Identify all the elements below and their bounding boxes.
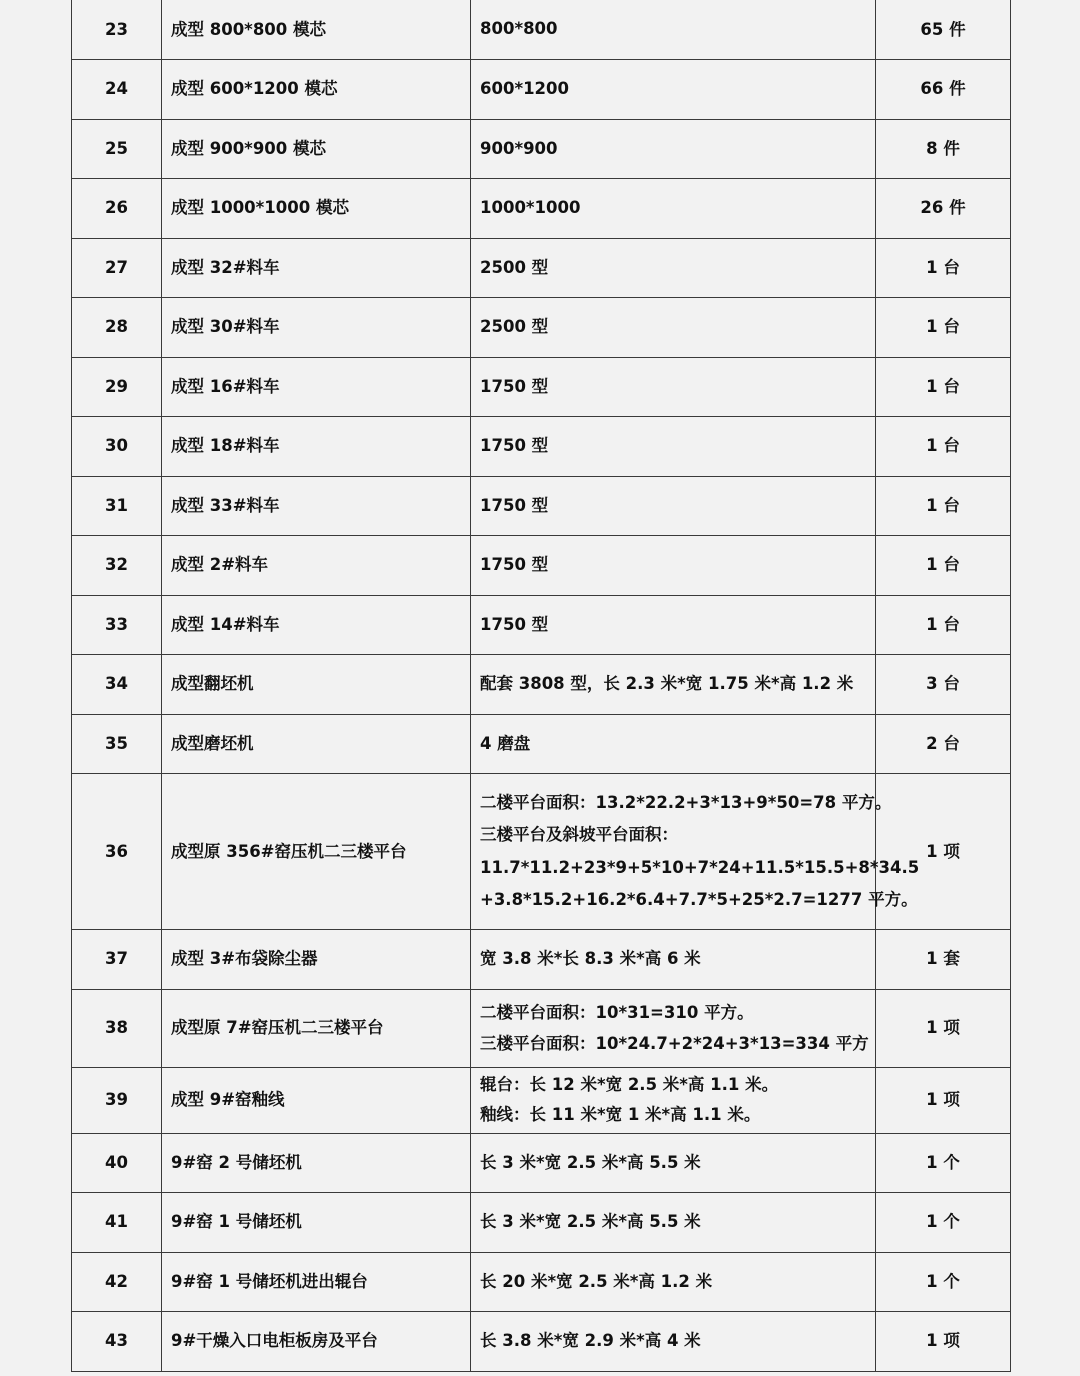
row-number: 39 (72, 1067, 162, 1133)
table-row (72, 989, 1011, 1067)
item-name: 9#窑 1 号储坯机 (162, 1193, 471, 1253)
table-row (72, 1312, 1011, 1372)
item-name: 成型 3#布袋除尘器 (162, 930, 471, 990)
item-spec (471, 298, 876, 358)
spec-line: 1750 型 (480, 436, 549, 455)
item-quantity: 66 件 (876, 60, 1011, 120)
row-number: 43 (72, 1312, 162, 1372)
spec-line: 三楼平台面积：10*24.7+2*24+3*13=334 平方 (480, 1034, 869, 1053)
item-spec (471, 417, 876, 477)
item-name: 成型 2#料车 (162, 536, 471, 596)
table-row (72, 298, 1011, 358)
table-row (72, 0, 1011, 60)
item-spec (471, 1133, 876, 1193)
item-spec (471, 119, 876, 179)
spec-line: 2500 型 (480, 317, 549, 336)
table-row (72, 774, 1011, 930)
row-number: 30 (72, 417, 162, 477)
table-row (72, 1067, 1011, 1133)
equipment-table-body (72, 0, 1011, 1371)
item-quantity: 1 台 (876, 238, 1011, 298)
item-spec (471, 179, 876, 239)
table-row (72, 536, 1011, 596)
item-spec (471, 60, 876, 120)
table-row (72, 417, 1011, 477)
item-name: 成型 16#料车 (162, 357, 471, 417)
table-row (72, 179, 1011, 239)
item-name: 成型翻坯机 (162, 655, 471, 715)
table-row (72, 1252, 1011, 1312)
table-row (72, 1133, 1011, 1193)
table-row (72, 595, 1011, 655)
item-quantity: 65 件 (876, 0, 1011, 60)
item-quantity: 1 台 (876, 595, 1011, 655)
spec-line: 1750 型 (480, 555, 549, 574)
spec-line: 辊台：长 12 米*宽 2.5 米*高 1.1 米。 (480, 1075, 779, 1094)
item-name: 成型 14#料车 (162, 595, 471, 655)
spec-line: 900*900 (480, 138, 558, 158)
row-number: 35 (72, 714, 162, 774)
spec-line: 1750 型 (480, 614, 549, 634)
item-quantity: 1 项 (876, 774, 1011, 930)
table-row (72, 119, 1011, 179)
item-quantity: 1 台 (876, 536, 1011, 596)
item-name: 成型 9#窑釉线 (162, 1067, 471, 1133)
row-number: 26 (72, 179, 162, 239)
item-spec (471, 238, 876, 298)
item-spec (471, 930, 876, 990)
item-spec (471, 774, 920, 930)
spec-line: 二楼平台面积：10*31=310 平方。 (480, 1003, 754, 1022)
item-spec (471, 714, 876, 774)
row-number: 40 (72, 1133, 162, 1193)
item-spec (471, 476, 876, 536)
item-quantity: 1 台 (876, 298, 1011, 358)
item-quantity: 1 个 (876, 1193, 1011, 1253)
item-quantity: 1 台 (876, 476, 1011, 536)
item-name: 9#窑 2 号储坯机 (162, 1133, 471, 1193)
spec-line: 1000*1000 (480, 198, 581, 217)
item-spec (471, 357, 876, 417)
table-row (72, 655, 1011, 715)
spec-line: 宽 3.8 米*长 8.3 米*高 6 米 (480, 949, 701, 968)
spec-line: 三楼平台及斜坡平台面积： (480, 825, 678, 844)
item-quantity: 1 项 (876, 989, 1011, 1067)
row-number: 41 (72, 1193, 162, 1253)
item-name: 成型原 356#窑压机二三楼平台 (162, 774, 471, 930)
item-name: 成型 33#料车 (162, 476, 471, 536)
spec-line: 配套 3808 型，长 2.3 米*宽 1.75 米*高 1.2 米 (480, 674, 854, 693)
row-number: 36 (72, 774, 162, 930)
table-row (72, 357, 1011, 417)
spec-line: 二楼平台面积：13.2*22.2+3*13+9*50=78 平方。 (480, 792, 892, 812)
table-row (72, 60, 1011, 120)
item-spec (471, 1067, 876, 1133)
item-spec (471, 655, 876, 715)
spec-line: 800*800 (480, 19, 558, 39)
row-number: 33 (72, 595, 162, 655)
item-spec (471, 536, 876, 596)
item-quantity: 1 台 (876, 357, 1011, 417)
row-number: 29 (72, 357, 162, 417)
row-number: 38 (72, 989, 162, 1067)
item-name: 成型 600*1200 模芯 (162, 60, 471, 120)
item-quantity: 1 项 (876, 1312, 1011, 1372)
item-name: 成型 1000*1000 模芯 (162, 179, 471, 239)
item-quantity: 1 个 (876, 1133, 1011, 1193)
spec-line: 釉线：长 11 米*宽 1 米*高 1.1 米。 (480, 1105, 761, 1124)
item-quantity: 1 台 (876, 417, 1011, 477)
spec-line: 1750 型 (480, 495, 549, 515)
item-name: 成型 900*900 模芯 (162, 119, 471, 179)
table-row (72, 714, 1011, 774)
item-quantity: 3 台 (876, 655, 1011, 715)
item-name: 成型 800*800 模芯 (162, 0, 471, 60)
item-quantity: 1 项 (876, 1067, 1011, 1133)
row-number: 23 (72, 0, 162, 60)
spec-line: 2500 型 (480, 257, 549, 277)
item-name: 9#干燥入口电柜板房及平台 (162, 1312, 471, 1372)
item-spec (471, 0, 876, 60)
item-name: 成型原 7#窑压机二三楼平台 (162, 989, 471, 1067)
spec-line: 长 3.8 米*宽 2.9 米*高 4 米 (480, 1331, 701, 1350)
table-row (72, 476, 1011, 536)
item-name: 成型 32#料车 (162, 238, 471, 298)
table-row (72, 930, 1011, 990)
row-number: 27 (72, 238, 162, 298)
item-name: 成型磨坯机 (162, 714, 471, 774)
spec-line: 1750 型 (480, 376, 549, 396)
equipment-table (71, 0, 1011, 1372)
item-quantity: 8 件 (876, 119, 1011, 179)
table-row (72, 1193, 1011, 1253)
table-row (72, 238, 1011, 298)
spec-line: 600*1200 (480, 79, 569, 98)
row-number: 42 (72, 1252, 162, 1312)
item-quantity: 2 台 (876, 714, 1011, 774)
item-quantity: 26 件 (876, 179, 1011, 239)
item-name: 成型 30#料车 (162, 298, 471, 358)
item-spec (471, 1193, 876, 1253)
spec-line: 长 3 米*宽 2.5 米*高 5.5 米 (480, 1212, 701, 1231)
item-name: 成型 18#料车 (162, 417, 471, 477)
spec-line: 长 3 米*宽 2.5 米*高 5.5 米 (480, 1152, 701, 1172)
row-number: 37 (72, 930, 162, 990)
row-number: 31 (72, 476, 162, 536)
item-quantity: 1 个 (876, 1252, 1011, 1312)
spec-line: 长 20 米*宽 2.5 米*高 1.2 米 (480, 1271, 713, 1291)
row-number: 25 (72, 119, 162, 179)
item-spec (471, 595, 876, 655)
item-spec (471, 989, 876, 1067)
row-number: 24 (72, 60, 162, 120)
item-spec (471, 1312, 876, 1372)
spec-line: 11.7*11.2+23*9+5*10+7*24+11.5*15.5+8*34.5 (480, 857, 920, 877)
item-spec (471, 1252, 876, 1312)
item-name: 9#窑 1 号储坯机进出辊台 (162, 1252, 471, 1312)
row-number: 34 (72, 655, 162, 715)
row-number: 28 (72, 298, 162, 358)
spec-line: 4 磨盘 (480, 733, 531, 753)
item-quantity: 1 套 (876, 930, 1011, 990)
row-number: 32 (72, 536, 162, 596)
spec-line: +3.8*15.2+16.2*6.4+7.7*5+25*2.7=1277 平方。 (480, 890, 918, 909)
